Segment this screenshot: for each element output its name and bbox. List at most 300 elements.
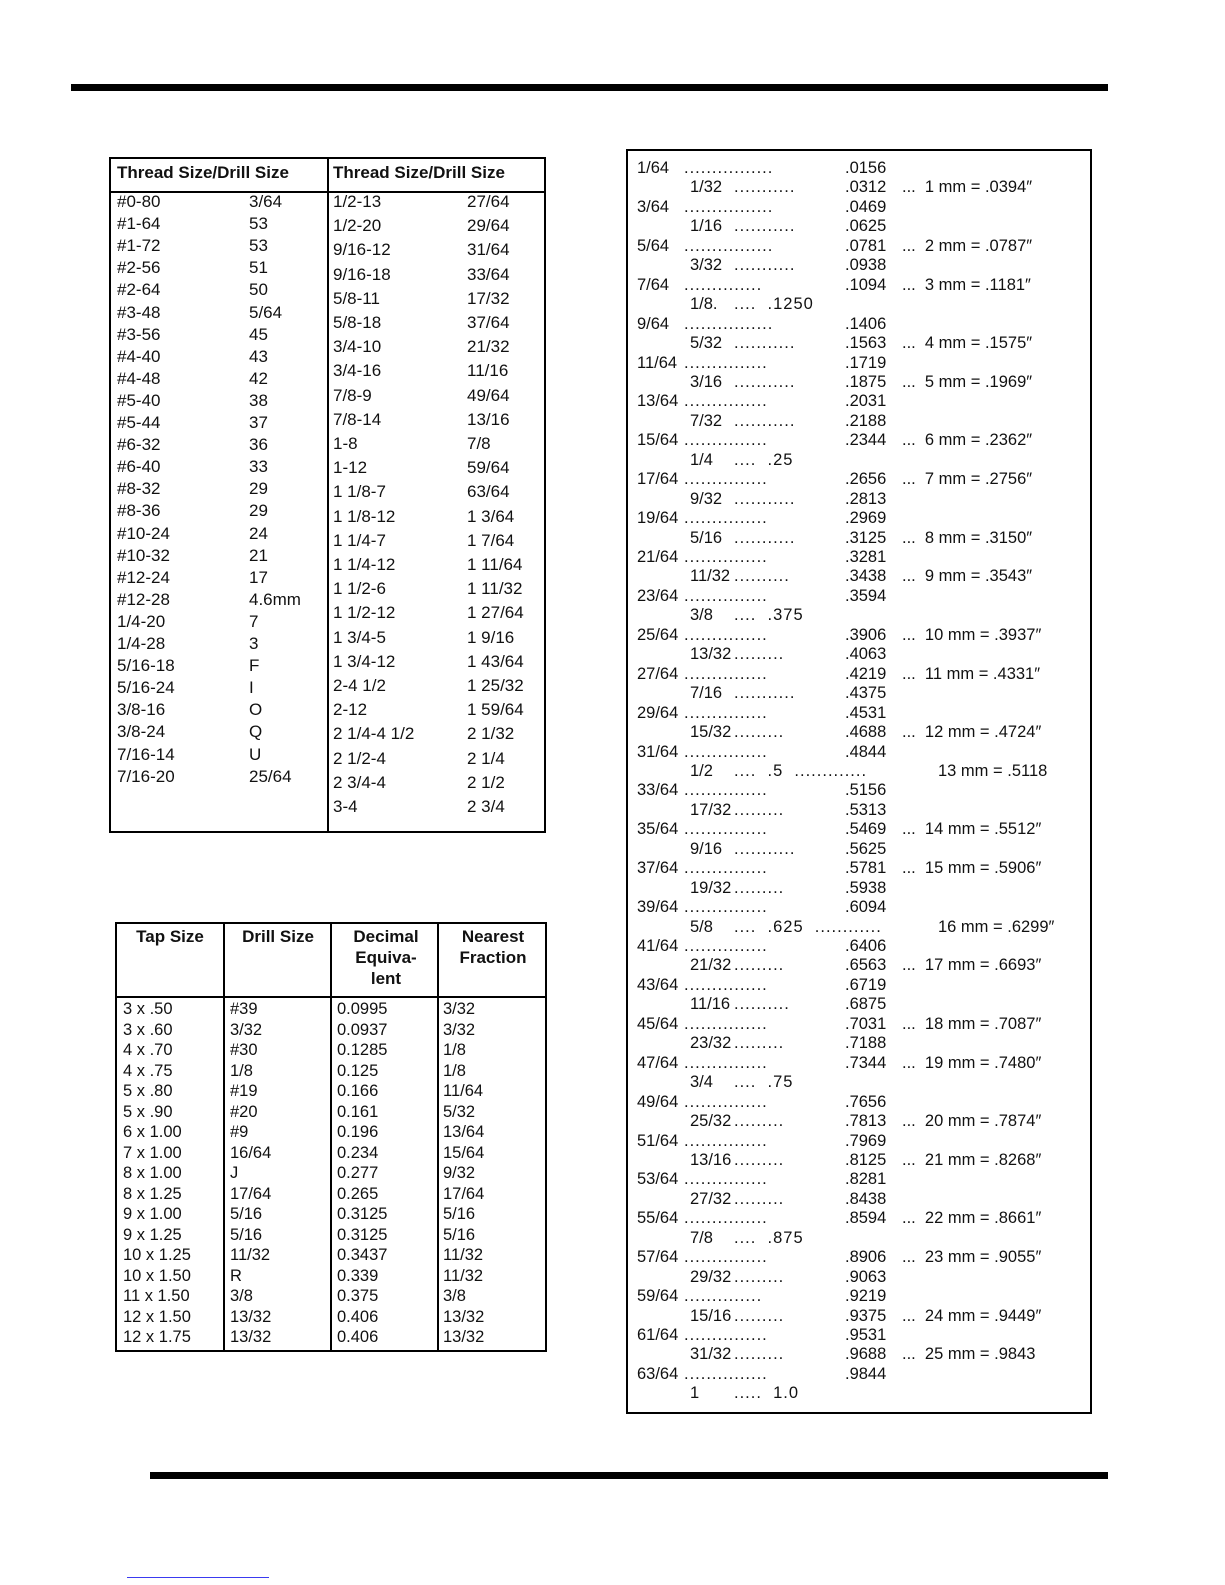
thread-size-cell: 5/8-11 <box>333 288 380 308</box>
fraction-row <box>628 820 1090 839</box>
thread-row <box>117 634 322 654</box>
fraction-cell: 7/32 <box>690 411 723 430</box>
drill-size-cell: 3 <box>249 634 259 653</box>
thread-size-cell: #6-40 <box>117 457 161 477</box>
thread-row <box>333 313 543 333</box>
fraction-row <box>628 665 1090 684</box>
fraction-cell: 63/64 <box>637 1364 679 1383</box>
thread-row <box>333 434 543 454</box>
fraction-row <box>628 392 1090 411</box>
fraction-row <box>628 898 1090 917</box>
decimal-cell: .5469 <box>845 820 887 839</box>
thread-size-cell: 1 1/4-7 <box>333 530 386 550</box>
drill-size-cell: 2 3/4 <box>467 797 505 816</box>
tap-row <box>117 1082 545 1102</box>
fraction-cell: 3/64 <box>637 197 670 216</box>
thread-size-cell: #12-28 <box>117 589 170 609</box>
thread-row <box>333 773 543 793</box>
drill-size-cell: 49/64 <box>467 385 510 405</box>
drill-size-cell: 25/64 <box>249 766 292 786</box>
fraction-cell: 45/64 <box>637 1014 679 1033</box>
decimal-cell: .9688 <box>845 1345 887 1364</box>
thread-size-cell: 1/4-28 <box>117 634 166 653</box>
thread-row <box>117 745 322 765</box>
tap-size-cell: 4 x .75 <box>123 1061 173 1080</box>
leader-dots: ................ <box>684 236 774 255</box>
fraction-row <box>628 587 1090 606</box>
decimal-cell: 0.277 <box>337 1164 379 1182</box>
thread-row <box>117 369 322 389</box>
fraction-row <box>628 509 1090 528</box>
fraction-row <box>628 567 1090 586</box>
decimal-cell: .4531 <box>845 703 887 722</box>
tap-header-tap-size: Tap Size <box>136 927 204 946</box>
decimal-cell: 0.161 <box>337 1102 379 1121</box>
decimal-cell: 0.234 <box>337 1143 379 1162</box>
fraction-cell: 19/64 <box>637 509 679 528</box>
thread-row <box>333 749 543 769</box>
decimal-cell: .2344 <box>845 431 887 450</box>
decimal-cell: .0469 <box>845 197 887 216</box>
fraction-cell: 13/32 <box>690 645 732 664</box>
mm-equivalent-cell: ... 1 mm = .0394″ <box>902 178 1033 197</box>
fraction-row <box>628 918 1090 937</box>
leader-dots: ........... <box>734 411 796 430</box>
fraction-row <box>628 1287 1090 1306</box>
drill-size-cell: 24 <box>249 523 268 543</box>
leader-dots: ......... <box>734 956 785 975</box>
fraction-cell: 3/32 <box>690 256 723 275</box>
decimal-cell: .7969 <box>845 1131 887 1150</box>
decimal-cell: .7813 <box>845 1112 887 1131</box>
mm-equivalent-cell: ... 5 mm = .1969″ <box>902 372 1033 391</box>
leader-dots: ............... <box>684 625 768 644</box>
decimal-cell: .3281 <box>845 548 887 566</box>
mm-equivalent-cell: ... 25 mm = .9843 <box>902 1345 1036 1364</box>
leader-dots: ............... <box>684 509 768 528</box>
mm-equivalent-cell: 13 mm = .5118 <box>938 761 1048 780</box>
leader-dots: ............... <box>684 1248 768 1267</box>
fraction-row <box>628 1073 1090 1092</box>
tap-size-cell: 8 x 1.25 <box>123 1184 182 1203</box>
leader-dots: ............... <box>684 742 768 761</box>
drill-size-cell: I <box>249 678 254 698</box>
mm-equivalent-cell: ... 2 mm = .0787″ <box>902 236 1033 255</box>
thread-size-cell: 2-4 1/2 <box>333 676 386 695</box>
tap-drill-table <box>115 922 547 1352</box>
fraction-cell: 21/32 <box>690 956 732 975</box>
drill-size-cell: 38 <box>249 390 268 410</box>
thread-size-cell: #5-44 <box>117 413 161 432</box>
thread-row <box>117 347 322 367</box>
decimal-cell: .8281 <box>845 1170 887 1189</box>
thread-row <box>333 361 543 381</box>
fraction-cell: 25/32 <box>690 1112 732 1131</box>
fraction-cell: 1/16 <box>690 217 723 236</box>
leader-dots: ............... <box>684 353 768 372</box>
tap-size-cell: 7 x 1.00 <box>123 1143 182 1162</box>
decimal-cell: .3906 <box>845 625 887 644</box>
drill-size-cell: 51 <box>249 258 268 278</box>
leader-dots: ......... <box>734 645 785 664</box>
drill-size-cell: 5/16 <box>230 1225 263 1244</box>
leader-dots: ................ <box>684 314 774 333</box>
leader-dots: ........... <box>734 528 796 547</box>
mm-equivalent-cell: ... 19 mm = .7480″ <box>902 1053 1042 1072</box>
fraction-cell: 3/8 <box>443 1287 466 1305</box>
thread-size-cell: #10-24 <box>117 523 170 543</box>
decimal-cell: .7656 <box>845 1092 887 1111</box>
tap-row <box>117 1021 545 1041</box>
thread-size-cell: #8-36 <box>117 501 161 521</box>
tap-row <box>117 1287 545 1307</box>
mm-equivalent-cell: 16 mm = .6299″ <box>938 917 1055 936</box>
thread-size-cell: 9/16-18 <box>333 264 391 284</box>
fraction-cell: 27/64 <box>637 664 679 683</box>
leader-dots: .... .875 <box>734 1228 804 1247</box>
leader-dots: ......... <box>734 1345 785 1364</box>
drill-size-cell: 13/32 <box>230 1307 272 1326</box>
fraction-cell: 11/32 <box>443 1266 484 1285</box>
thread-row <box>117 501 322 521</box>
decimal-cell: .2813 <box>845 489 887 508</box>
decimal-cell: 0.196 <box>337 1123 379 1141</box>
fraction-row <box>628 1132 1090 1151</box>
thread-row <box>117 568 322 588</box>
fraction-row <box>628 276 1090 295</box>
thread-row <box>333 386 543 406</box>
thread-row <box>117 325 322 345</box>
leader-dots: ............... <box>684 1014 768 1033</box>
thread-table-divider <box>327 159 329 831</box>
thread-row <box>333 579 543 599</box>
drill-size-cell: 53 <box>249 214 268 234</box>
thread-size-cell: 3/4-10 <box>333 337 382 357</box>
thread-row <box>333 603 543 623</box>
drill-size-cell: R <box>230 1266 242 1285</box>
decimal-cell: .8125 <box>845 1150 887 1169</box>
drill-size-cell: 4.6mm <box>249 589 301 609</box>
leader-dots: ............... <box>684 1092 768 1111</box>
thread-row <box>333 458 543 478</box>
mm-equivalent-cell: ... 4 mm = .1575″ <box>902 334 1033 353</box>
fraction-row <box>628 684 1090 703</box>
fraction-cell: 3/16 <box>690 372 723 391</box>
fraction-cell: 55/64 <box>637 1209 679 1228</box>
fraction-row <box>628 334 1090 353</box>
fraction-cell: 9/16 <box>690 839 723 858</box>
drill-size-cell: U <box>249 744 262 764</box>
thread-row <box>333 724 543 744</box>
thread-row <box>117 457 322 477</box>
decimal-cell: 0.3125 <box>337 1225 388 1244</box>
leader-dots: ............... <box>684 1170 768 1189</box>
fraction-cell: 15/64 <box>637 431 679 450</box>
drill-size-cell: 1 11/32 <box>467 579 523 599</box>
fraction-row <box>628 1268 1090 1287</box>
fraction-cell: 23/32 <box>690 1034 732 1053</box>
decimal-cell: .9219 <box>845 1287 887 1306</box>
fraction-row <box>628 1307 1090 1326</box>
tap-size-cell: 9 x 1.25 <box>123 1225 182 1244</box>
fraction-cell: 17/32 <box>690 800 732 819</box>
fraction-row <box>628 529 1090 548</box>
thread-row <box>333 482 543 502</box>
decimal-cell: .5156 <box>845 781 887 800</box>
drill-size-cell: 1 25/32 <box>467 676 524 695</box>
drill-size-cell: 5/16 <box>230 1205 263 1223</box>
thread-size-cell: 1 1/2-6 <box>333 579 386 599</box>
tap-header-drill-size: Drill Size <box>242 927 314 946</box>
thread-size-cell: 7/16-14 <box>117 744 175 764</box>
decimal-cell: .7031 <box>845 1014 887 1033</box>
thread-row <box>117 391 322 411</box>
thread-row <box>117 546 322 566</box>
thread-row <box>117 767 322 787</box>
thread-row <box>117 303 322 323</box>
thread-size-cell: 1 3/4-12 <box>333 651 396 671</box>
drill-size-cell: 1 3/64 <box>467 506 515 526</box>
tap-row <box>117 1062 545 1082</box>
thread-size-cell: 2-12 <box>333 700 368 720</box>
thread-header-left: Thread Size/Drill Size <box>117 163 289 182</box>
thread-size-cell: 1-8 <box>333 434 358 453</box>
tap-size-cell: 11 x 1.50 <box>123 1287 190 1305</box>
thread-row <box>333 652 543 672</box>
drill-size-cell: 1 59/64 <box>467 700 524 720</box>
leader-dots: ............... <box>684 548 768 566</box>
decimal-cell: .3438 <box>845 567 887 586</box>
thread-row <box>333 289 543 309</box>
decimal-cell: .0312 <box>845 178 887 197</box>
mm-equivalent-cell: ... 23 mm = .9055″ <box>902 1248 1042 1267</box>
fraction-row <box>628 762 1090 781</box>
drill-size-cell: 37 <box>249 413 268 432</box>
thread-size-cell: 1 1/8-7 <box>333 482 386 502</box>
mm-equivalent-cell: ... 20 mm = .7874″ <box>902 1112 1042 1131</box>
decimal-cell: .7344 <box>845 1053 887 1072</box>
thread-size-cell: 3/8-24 <box>117 722 166 742</box>
fraction-row <box>628 178 1090 197</box>
drill-size-cell: 21 <box>249 545 268 565</box>
thread-row <box>117 435 322 455</box>
fraction-cell: 1 <box>690 1384 700 1403</box>
fraction-cell: 59/64 <box>637 1287 679 1306</box>
fraction-cell: 39/64 <box>637 898 679 917</box>
thread-row <box>333 700 543 720</box>
leader-dots: ............... <box>684 1364 768 1383</box>
thread-size-cell: 3/8-16 <box>117 700 166 720</box>
drill-size-cell: 13/16 <box>467 409 510 429</box>
drill-size-cell: #30 <box>230 1041 258 1059</box>
fraction-row <box>628 995 1090 1014</box>
fraction-row <box>628 743 1090 762</box>
fraction-cell: 1/32 <box>690 178 723 197</box>
drill-size-cell: #19 <box>230 1082 258 1100</box>
thread-row <box>117 656 322 676</box>
thread-size-cell: #0-80 <box>117 192 161 211</box>
thread-row <box>333 555 543 575</box>
fraction-row <box>628 198 1090 217</box>
mm-equivalent-cell: ... 9 mm = .3543″ <box>902 567 1033 586</box>
drill-size-cell: 5/64 <box>249 302 283 322</box>
decimal-cell: .0781 <box>845 236 887 255</box>
decimal-cell: .1875 <box>845 372 887 391</box>
thread-size-cell: 7/8-9 <box>333 385 372 405</box>
drill-size-cell: 3/32 <box>230 1020 263 1039</box>
thread-row <box>333 216 543 236</box>
drill-size-cell: 63/64 <box>467 482 510 502</box>
fraction-row <box>628 626 1090 645</box>
tap-size-cell: 9 x 1.00 <box>123 1205 182 1223</box>
drill-size-cell: 31/64 <box>467 240 510 260</box>
thread-row <box>117 524 322 544</box>
thread-size-cell: #10-32 <box>117 545 170 565</box>
fraction-cell: 31/32 <box>690 1345 732 1364</box>
leader-dots: ........... <box>734 217 796 236</box>
mm-equivalent-cell: ... 8 mm = .3150″ <box>902 528 1033 547</box>
tap-size-cell: 5 x .90 <box>123 1102 173 1121</box>
decimal-cell: .4219 <box>845 664 887 683</box>
drill-size-cell: #39 <box>230 1000 258 1018</box>
tap-header-fraction: Nearest Fraction <box>459 927 527 967</box>
thread-size-cell: #1-64 <box>117 214 161 234</box>
drill-size-cell: 11/32 <box>230 1246 271 1264</box>
fraction-row <box>628 1248 1090 1267</box>
fraction-row <box>628 354 1090 373</box>
fraction-cell: 49/64 <box>637 1092 679 1111</box>
thread-size-cell: #8-32 <box>117 479 161 499</box>
leader-dots: ............... <box>684 703 768 722</box>
fraction-cell: 13/32 <box>443 1328 485 1346</box>
fraction-cell: 11/16 <box>690 995 731 1014</box>
tap-row <box>117 1246 545 1266</box>
decimal-cell: 0.0937 <box>337 1020 388 1039</box>
drill-size-cell: 11/16 <box>467 361 509 381</box>
drill-size-cell: 3/64 <box>249 192 283 211</box>
fraction-cell: 9/32 <box>690 489 723 508</box>
fraction-cell: 1/8 <box>443 1041 466 1059</box>
fraction-row <box>628 412 1090 431</box>
drill-size-cell: 29 <box>249 479 268 499</box>
fraction-row <box>628 1093 1090 1112</box>
decimal-cell: 0.375 <box>337 1287 379 1305</box>
thread-row <box>117 413 322 433</box>
fraction-row <box>628 1151 1090 1170</box>
fraction-cell: 33/64 <box>637 781 679 800</box>
decimal-cell: .1563 <box>845 334 887 353</box>
thread-row <box>117 214 322 234</box>
fraction-row <box>628 723 1090 742</box>
drill-size-cell: 1 27/64 <box>467 603 524 623</box>
drill-size-cell: 53 <box>249 236 268 256</box>
decimal-cell: .6563 <box>845 956 887 975</box>
decimal-cell: 0.0995 <box>337 1000 388 1018</box>
tap-row <box>117 1103 545 1123</box>
fraction-row <box>628 1365 1090 1384</box>
thread-row <box>333 676 543 696</box>
fraction-row <box>628 1326 1090 1345</box>
fraction-cell: 35/64 <box>637 820 679 839</box>
leader-dots: .... .5 ............. <box>734 761 868 780</box>
drill-size-cell: 36 <box>249 435 268 455</box>
drill-size-cell: 29/64 <box>467 216 510 236</box>
drill-size-cell: 17/64 <box>230 1184 272 1203</box>
leader-dots: .......... <box>734 567 790 586</box>
decimal-cell: .2969 <box>845 509 887 528</box>
fraction-cell: 11/64 <box>443 1082 484 1100</box>
mm-equivalent-cell: ... 18 mm = .7087″ <box>902 1014 1042 1033</box>
drill-size-cell: F <box>249 656 260 676</box>
fraction-cell: 13/64 <box>443 1123 485 1141</box>
fraction-decimal-chart <box>626 149 1092 1414</box>
decimal-cell: .9844 <box>845 1364 887 1383</box>
thread-size-cell: 7/16-20 <box>117 766 175 786</box>
decimal-cell: .8438 <box>845 1189 887 1208</box>
fraction-cell: 3/32 <box>443 1000 476 1018</box>
thread-size-cell: 5/16-24 <box>117 678 175 698</box>
thread-row <box>117 590 322 610</box>
fraction-row <box>628 781 1090 800</box>
fraction-row <box>628 645 1090 664</box>
decimal-cell: .6719 <box>845 975 887 994</box>
fraction-row <box>628 237 1090 256</box>
tap-size-cell: 12 x 1.50 <box>123 1307 191 1326</box>
thread-row <box>117 700 322 720</box>
drill-size-cell: 16/64 <box>230 1143 272 1162</box>
mm-equivalent-cell: ... 3 mm = .1181″ <box>902 275 1031 294</box>
thread-size-cell: 2 3/4-4 <box>333 772 386 792</box>
thread-row <box>333 507 543 527</box>
thread-row <box>333 265 543 285</box>
thread-size-cell: 1 1/8-12 <box>333 506 396 526</box>
fraction-cell: 11/64 <box>637 353 678 372</box>
fraction-row <box>628 490 1090 509</box>
fraction-row <box>628 1015 1090 1034</box>
leader-dots: ............... <box>684 1131 768 1150</box>
decimal-cell: .4844 <box>845 742 887 761</box>
decimal-cell: 0.125 <box>337 1061 379 1080</box>
thread-size-cell: #1-72 <box>117 236 161 256</box>
fraction-cell: 41/64 <box>637 937 679 955</box>
leader-dots: ........... <box>734 178 796 197</box>
leader-dots: ............... <box>684 1053 768 1072</box>
fraction-row <box>628 1054 1090 1073</box>
leader-dots: ............... <box>684 937 768 955</box>
thread-size-cell: #6-32 <box>117 435 161 455</box>
drill-size-cell: 17/32 <box>467 288 510 308</box>
fraction-row <box>628 1345 1090 1364</box>
tap-row <box>117 1041 545 1061</box>
thread-row <box>333 531 543 551</box>
fraction-cell: 43/64 <box>637 975 679 994</box>
fraction-cell: 1/4 <box>690 450 713 469</box>
fraction-row <box>628 801 1090 820</box>
thread-row <box>333 240 543 260</box>
leader-dots: ............... <box>684 586 768 605</box>
leader-dots: .............. <box>684 1287 763 1306</box>
tap-row <box>117 1144 545 1164</box>
fraction-row <box>628 1170 1090 1189</box>
thread-row <box>333 410 543 430</box>
fraction-cell: 7/16 <box>690 684 723 703</box>
fraction-row <box>628 840 1090 859</box>
thread-size-cell: #4-40 <box>117 346 161 366</box>
decimal-cell: .9375 <box>845 1306 887 1325</box>
decimal-cell: 0.339 <box>337 1266 379 1285</box>
tap-size-cell: 3 x .50 <box>123 1000 173 1018</box>
fraction-cell: 1/2 <box>690 761 713 780</box>
